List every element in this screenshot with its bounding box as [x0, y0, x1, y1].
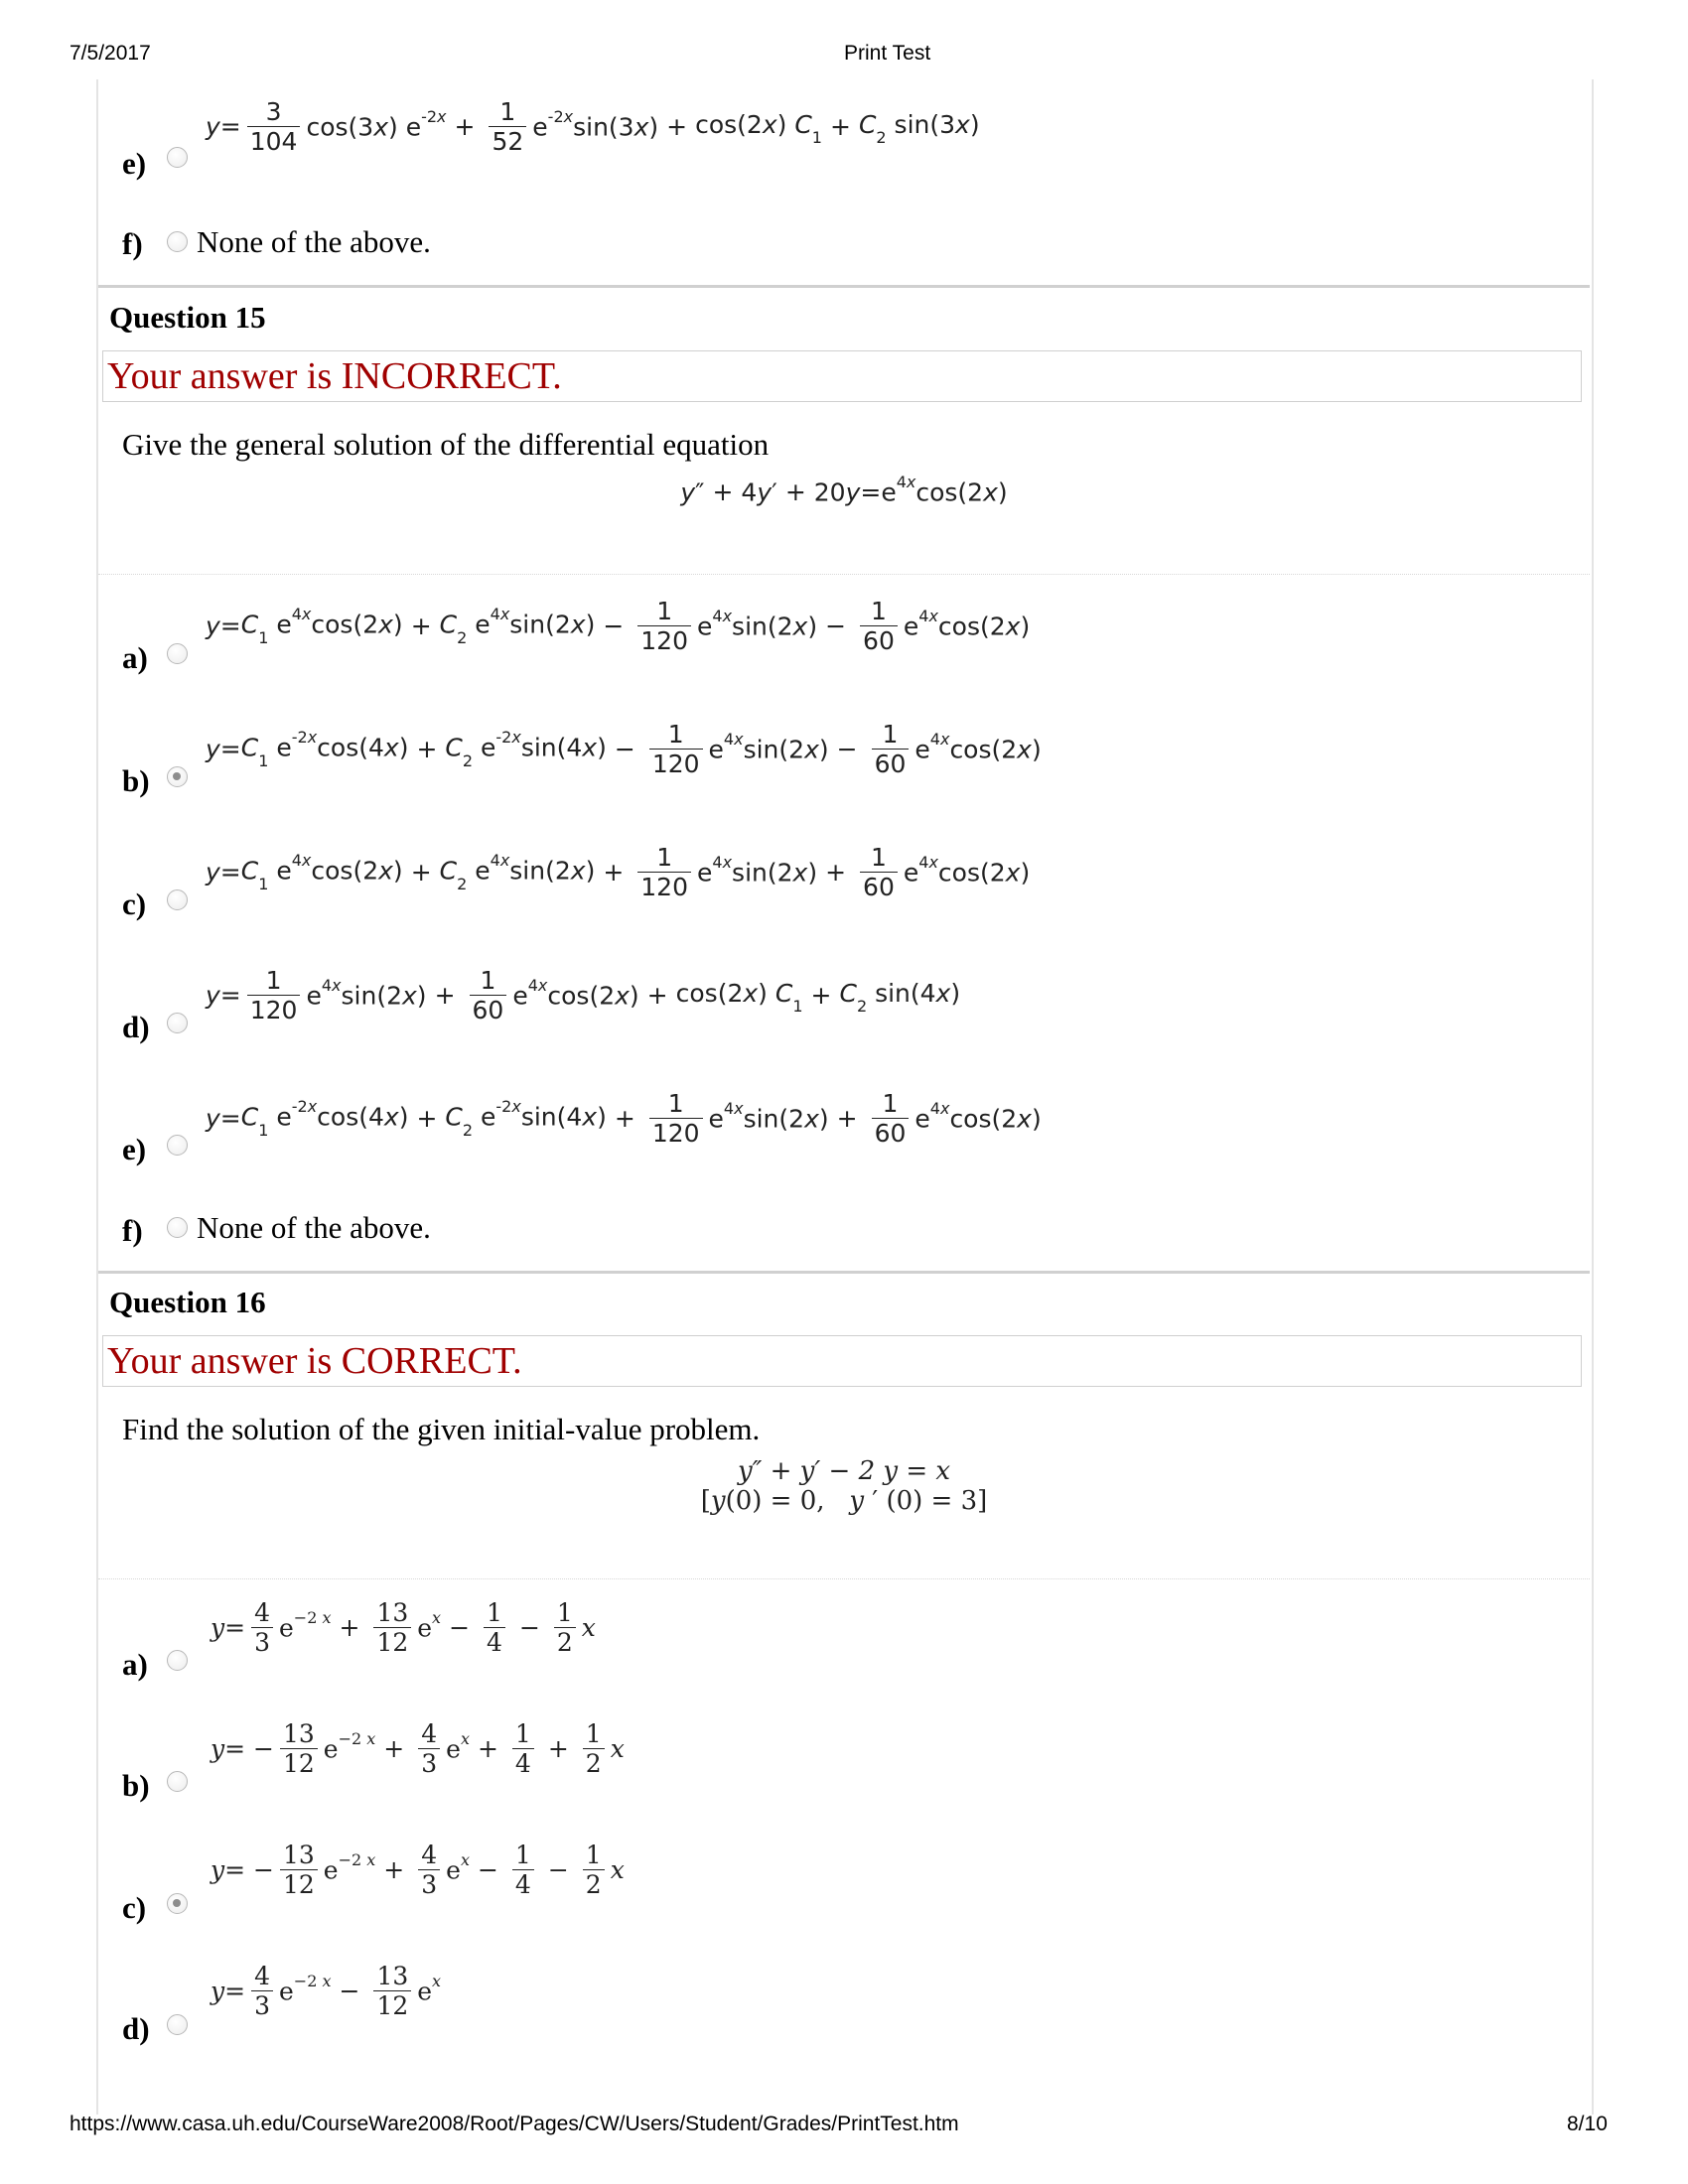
q16-option-a-radio[interactable]	[167, 1650, 188, 1671]
q16-option-b-equation: y = − $\frac{13}{12}$ $e^{-2 x}$ + $\frac{4}{3}$ $e^x$ + $\frac{1}{4}$ + $\frac{1}{2}$ x	[211, 1719, 625, 1778]
q16-option-c-letter: c)	[122, 1890, 147, 1925]
question-16-equation: y″ + y′ − 2 y = x [y(0) = 0, y ′ (0) = 3]	[700, 1456, 988, 1516]
q16-option-c-radio[interactable]	[167, 1893, 188, 1914]
q15-option-d-equation: y = $\frac{1}{120}$ $e^{4x}\sin(2x)$ + $\frac{1}{60}$ $e^{4x}\cos(2x)$ + cos(2x) $C_1$ + $C_2$ sin(4x)	[206, 966, 961, 1024]
prev-option-e-letter: e)	[122, 146, 147, 181]
q15-option-c-equation: y = $C_1$ $e^{4x}\cos(2x)$ + $C_2$ $e^{4x}\sin(2x)$ + $\frac{1}{120}$ $e^{4x}\sin(2x)$ + $\frac{1}{60}$ $e^{4x}\cos(2x)$	[206, 843, 1031, 901]
q16-option-c-equation: y = − $\frac{13}{12}$ $e^{-2 x}$ + $\frac{4}{3}$ $e^x$ − $\frac{1}{4}$ − $\frac{1}{2}$ x	[211, 1841, 625, 1899]
q15-option-b-radio[interactable]	[167, 766, 188, 787]
q16-option-b-letter: b)	[122, 1768, 150, 1803]
q15-option-d-radio[interactable]	[167, 1013, 188, 1033]
question-15-prompt: Give the general solution of the differential equation	[122, 427, 770, 462]
q16-option-a-equation: y = $\frac{4}{3}$ $e^{-2 x}$ + $\frac{13}{12}$ $e^x$ − $\frac{1}{4}$ − $\frac{1}{2}$ x	[211, 1598, 596, 1657]
q15-option-e-letter: e)	[122, 1132, 147, 1166]
section-separator	[98, 1578, 1590, 1579]
question-divider	[98, 285, 1590, 288]
q15-option-b-letter: b)	[122, 763, 150, 798]
q15-option-c-letter: c)	[122, 887, 147, 921]
question-15-title: Question 15	[109, 300, 266, 335]
prev-option-e-equation: y = $\frac{3}{104}$ cos(3x) $e^{-2x}$ + $\frac{1}{52}$ $e^{-2x}\sin(3x)$ + cos(2x) $C_1$ + $C_2$ sin(3x)	[206, 97, 980, 156]
q16-option-b-radio[interactable]	[167, 1771, 188, 1792]
question-16-prompt: Find the solution of the given initial-value problem.	[122, 1412, 761, 1446]
q15-option-b-equation: y = $C_1$ $e^{-2x}\cos(4x)$ + $C_2$ $e^{-2x}\sin(4x)$ − $\frac{1}{120}$ $e^{4x}\sin(2x)$ − $\frac{1}{60}$ $e^{4x}\cos(2x)$	[206, 720, 1042, 778]
question-divider	[98, 1271, 1590, 1274]
q16-option-d-equation: y = $\frac{4}{3}$ $e^{-2 x}$ − $\frac{13}{12}$ $e^x$	[211, 1962, 442, 2020]
print-date: 7/5/2017	[70, 42, 151, 65]
q15-option-f-radio[interactable]	[167, 1217, 188, 1238]
q16-option-a-letter: a)	[122, 1647, 148, 1682]
q15-option-a-equation: y = $C_1$ $e^{4x}\cos(2x)$ + $C_2$ $e^{4x}\sin(2x)$ − $\frac{1}{120}$ $e^{4x}\sin(2x)$ − $\frac{1}{60}$ $e^{4x}\cos(2x)$	[206, 597, 1031, 655]
q15-option-e-equation: y = $C_1$ $e^{-2x}\cos(4x)$ + $C_2$ $e^{-2x}\sin(4x)$ + $\frac{1}{120}$ $e^{4x}\sin(2x)$ + $\frac{1}{60}$ $e^{4x}\cos(2x)$	[206, 1089, 1042, 1148]
question-16-title: Question 16	[109, 1285, 266, 1319]
q15-option-c-radio[interactable]	[167, 889, 188, 910]
q15-option-e-radio[interactable]	[167, 1135, 188, 1156]
q16-option-d-radio[interactable]	[167, 2014, 188, 2035]
section-separator	[98, 574, 1590, 575]
prev-option-f-radio[interactable]	[167, 231, 188, 252]
q15-option-a-letter: a)	[122, 640, 148, 675]
question-16-verdict: Your answer is CORRECT.	[102, 1335, 1582, 1387]
q15-option-d-letter: d)	[122, 1010, 150, 1044]
prev-option-f-text: None of the above.	[197, 224, 431, 259]
question-15-equation: $y'' + 4y' + 20y=e^{4x}\cos(2x)$	[680, 473, 1008, 507]
page-title: Print Test	[844, 42, 931, 65]
prev-option-f-letter: f)	[122, 226, 143, 261]
page-url: https://www.casa.uh.edu/CourseWare2008/Root/Pages/CW/Users/Student/Grades/PrintTest.htm	[70, 2113, 959, 2135]
q15-option-a-radio[interactable]	[167, 643, 188, 664]
question-15-verdict: Your answer is INCORRECT.	[102, 350, 1582, 402]
prev-option-e-radio[interactable]	[167, 147, 188, 168]
q16-option-d-letter: d)	[122, 2011, 150, 2046]
q15-option-f-letter: f)	[122, 1213, 143, 1248]
q15-option-f-text: None of the above.	[197, 1210, 431, 1245]
page-number: 8/10	[1567, 2113, 1608, 2135]
